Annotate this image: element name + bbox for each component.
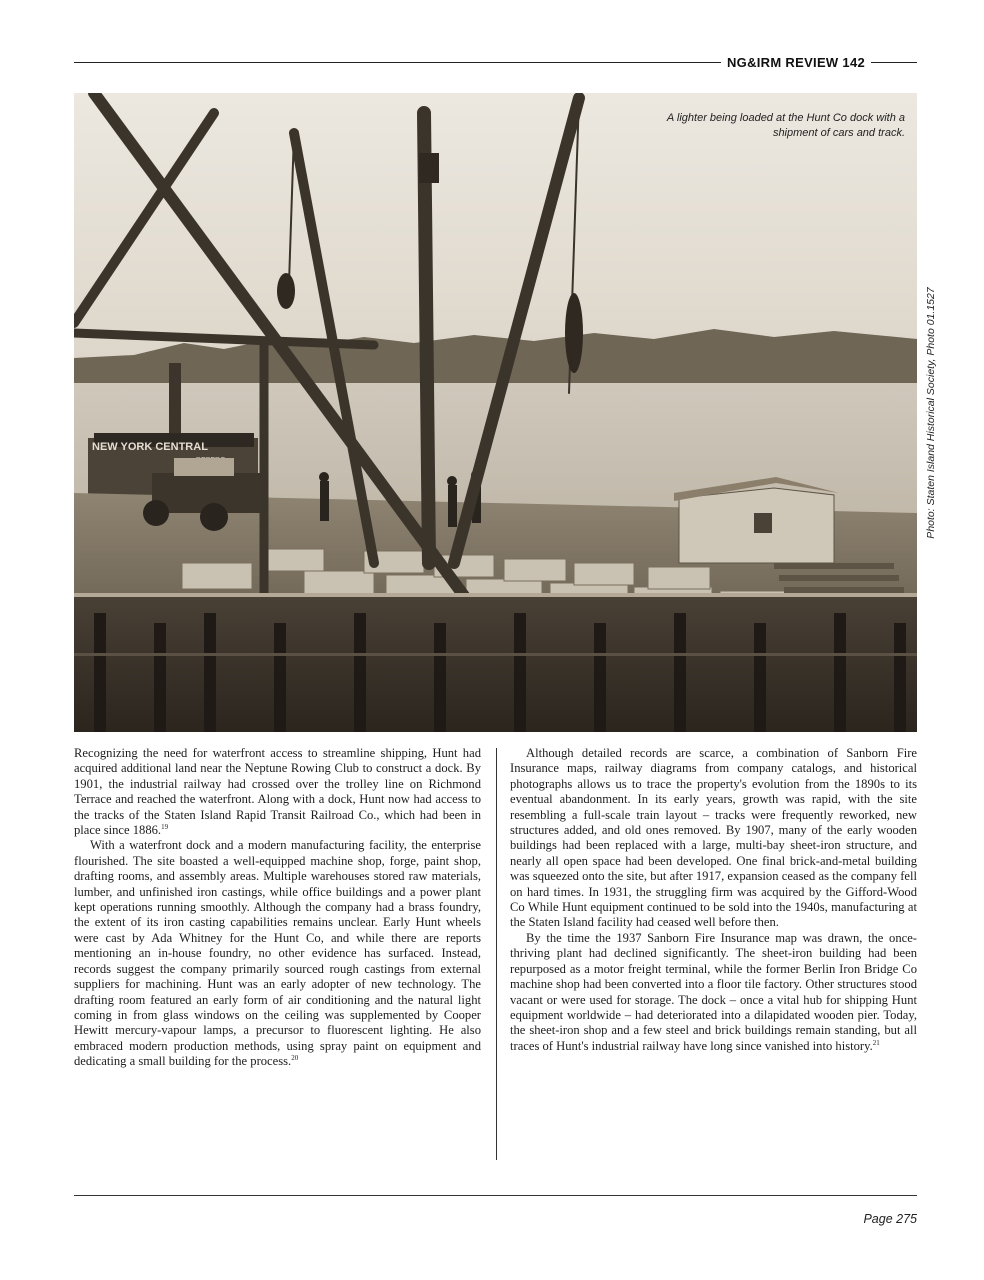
dock-scene-illustration [74,93,917,732]
paragraph [510,931,917,1054]
photo-credit-text: Photo: Staten Island Historical Society, Photo 01.1527 [925,286,937,539]
paragraph [510,746,917,931]
photo-caption: A lighter being loaded at the Hunt Co dock with a shipment of cars and track. [666,112,905,139]
paragraph-text: Recognizing the need for waterfront access to streamline shipping, Hunt had acquired additional land near the Neptune Rowing Club to construct a dock. By 1901, the industrial railway had crossed over the trolley line on Richmond Terrace and reached the waterfront. Along with a dock, Hunt now had access to the tracks of the Staten Island Rapid Transit Railroad Co., which had been in place since 1886. [74,746,481,838]
running-header [74,54,917,70]
photo-credit [922,93,940,732]
paragraph-text: By the time the 1937 Sanborn Fire Insurance map was drawn, the once-thriving plant had declined significantly. The sheet-iron building had been repurposed as a motor freight terminal, while the former Berlin Iron Bridge Co machine shop had been converted into a floor tile factory. Other structures stood vacant or were used for storage. The dock – once a vital hub for shipping Hunt equipment worldwide – had deteriorated into a dilapidated wooden pier. Today, the sheet-iron shop and a few steel and brick buildings remain standing, but all traces of Hunt's industrial railway have long since vanished into history. [510,930,917,1053]
paragraph-text: Although detailed records are scarce, a combination of Sanborn Fire Insurance maps, railway diagrams from company catalogs, and historical photographs allows us to trace the property's evolution from the 1890s to its eventual abandonment. In its early years, growth was rapid, with the site resembling a full-scale train layout – tracks were frequently reworked, new structures added, and old ones removed. By 1907, many of the early wooden buildings had been replaced with a large, multi-bay sheet-iron structure, and nearly all open space had been developed. One final brick-and-metal building was squeezed onto the site, but after 1917, expansion ceased as the company fell on hard times. In 1931, the struggling firm was acquired by the Gifford-Wood Co While Hunt equipment continued to be sold into the 1940s, manufacturing at the Staten Island facility had ceased well before then. [510,746,917,930]
footnote-ref: 21 [872,1038,880,1047]
historical-photo [74,93,917,732]
column-divider [496,748,497,1160]
paragraph-text: With a waterfront dock and a modern manufacturing facility, the enterprise flourished. The site boasted a well-equipped machine shop, forge, paint shop, drafting rooms, and assembly areas. Multiple warehouses stored raw materials, lumber, and unfinished iron castings, while office buildings and a power plant kept operations running smoothly. Although the company had a brass foundry, the extent of its iron casting capabilities remains unclear. Early Hunt wheels were cast by Ada Whitney for the Hunt Co, and while there are reports mentioning an in-house foundry, no other evidence has surfaced. Instead, records suggest the company primarily sourced rough castings from external suppliers for machining. Hunt was an early adopter of new technology. The drafting room featured an early form of air conditioning and the natural light coming in from glass windows on the ceiling was supplemented by Cooper Hewitt mercury-vapour lamps, a precursor to fluorescent lighting. He also embraced modern production methods, using spray paint on equipment and dedicating a small building for the process. [74,838,481,1069]
footnote-ref: 19 [161,822,169,831]
footnote-ref: 20 [291,1053,299,1062]
page-number: Page 275 [863,1212,917,1226]
footer-rule [74,1195,917,1196]
header-rule-left [74,62,721,63]
pier-face [74,593,917,732]
paragraph [74,838,481,1069]
article-column-right [510,746,917,1054]
header-rule-right [871,62,917,63]
paragraph [74,746,481,838]
truck-sign: NEW YORK CENTRAL [92,441,208,453]
publication-title: NG&IRM REVIEW 142 [726,54,865,70]
article-column-left [74,746,481,1070]
